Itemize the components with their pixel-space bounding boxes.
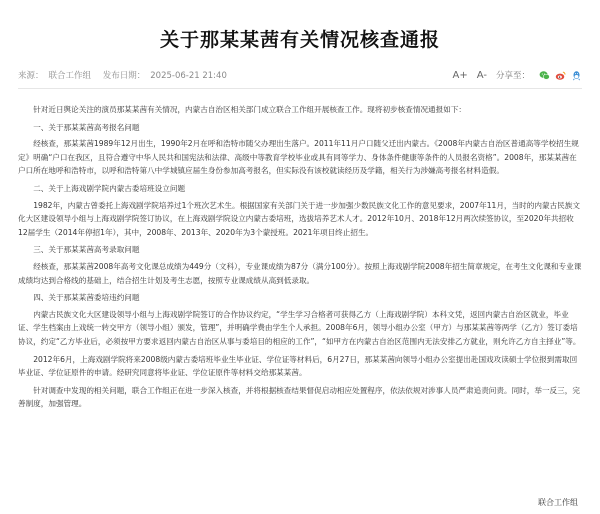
section-heading: 四、关于那某某茜委培违约问题 (33, 293, 140, 303)
article-title: 关于那某某茜有关情况核查通报 (159, 29, 440, 51)
source-value: 联合工作组 (48, 71, 92, 81)
article-body (18, 103, 582, 411)
section-heading: 二、关于上海戏剧学院内蒙古委培班设立问题 (33, 183, 186, 193)
section-paragraph: 经核查，那某某茜1989年12月出生，1990年2月在呼和浩特市随父办理出生落户。2011年11月户口随父迁出内蒙古。《2008年内蒙古自治区普通高等学校招生规定》明确“户口在我区，且符合遵守中华人民共和国宪法和法律、高级中等教育学校毕业或具有同等学力、身体条件健康等条件的人员报名资格”。2008年，那某某茜在户口所在地呼和浩特市，以呼和浩特第八中学城镇应届生身份参加高考报名，但实际没有该校就读经历及学籍，相关行为涉嫌高考报名材料造假。 (18, 139, 579, 176)
section-paragraph: 1982年，内蒙古曾委托上海戏剧学院培养过1个班次艺术生。根据国家有关部门关于进一步加强少数民族文化工作的意见要求，2007年11月，当时的内蒙古民族文化大区建设领导小组与上海戏剧学院签订协议，在上海戏剧学院设立内蒙古委培班，选拔培养艺术人才。2012年10月、2018年12月两次续签协议，至2020年共招收12届学生（2014年停招1年），其中，2008年、2013年、2020年为3个蒙授班。2021年项目终止招生。 (18, 200, 580, 237)
article-meta (18, 69, 232, 81)
conclusion-paragraph: 针对调查中发现的相关问题，联合工作组正在进一步深入核查，并将根据核查结果督促启动相应处置程序，依法依规对涉事人员严肃追责问责。同时，举一反三，完善制度，加强管理。 (18, 385, 580, 409)
section-paragraph: 经核查，那某某茜2008年高考文化课总成绩为449分（文科），专业课成绩为87分（满分100分）。按照上海戏剧学院2008年招生简章规定，在考生文化课和专业课成绩均达到合格线的基础上，结合招生计划及考生志愿，按照专业课成绩从高到低录取。 (18, 261, 582, 285)
section-heading: 三、关于那某某茜高考录取问题 (33, 245, 140, 255)
date-label: 发布日期： (102, 71, 146, 81)
weibo-icon[interactable] (555, 70, 566, 81)
wechat-icon[interactable] (539, 70, 550, 81)
date-value: 2025-06-21 21:40 (150, 71, 227, 81)
qq-icon[interactable] (571, 70, 582, 81)
signature: 联合工作组 (538, 498, 578, 507)
header-divider (18, 88, 582, 89)
section-paragraph: 2012年6月，上海戏剧学院将来2008级内蒙古委培班毕业生毕业证、学位证等材料后，6月27日，那某某茜向领导小组办公室提出赴国戏攻读硕士学位报到需取回毕业证、学位证原件的申请。经研究同意将毕业证、学位证原件等材料交给那某某茜。 (18, 354, 578, 378)
section-heading: 一、关于那某某茜高考报名问题 (33, 122, 140, 132)
section-paragraph: 内蒙古民族文化大区建设领导小组与上海戏剧学院签订的合作协议约定，“学生学习合格者可获得乙方（上海戏剧学院）本科文凭，返回内蒙古自治区就业，毕业证、学生档案由上戏统一转交甲方（领导小组）颁发，管理”，并明确学费由学生个人承担。2008年6月，领导小组办公室（甲方）与那某某茜等两学（乙方）签订委培协议，约定“乙方毕业后，必须按甲方要求返回内蒙古自治区从事与委培目的相应的工作”，“如甲方在内蒙古自治区范围内无法安排乙方就业，则允许乙方自主择业”等。 (18, 309, 581, 346)
font-decrease-button[interactable]: A- (476, 69, 487, 81)
article-meta-bar (18, 64, 582, 86)
source-label: 来源： (18, 71, 44, 81)
share-label: 分享至： (495, 71, 530, 81)
font-increase-button[interactable]: A+ (452, 69, 468, 81)
intro-paragraph: 针对近日舆论关注的演员那某某茜有关情况，内蒙古自治区相关部门成立联合工作组开展核查工作。现将初步核查情况通报如下： (33, 105, 467, 114)
share-icons (539, 70, 582, 81)
article-toolbar (453, 69, 582, 81)
